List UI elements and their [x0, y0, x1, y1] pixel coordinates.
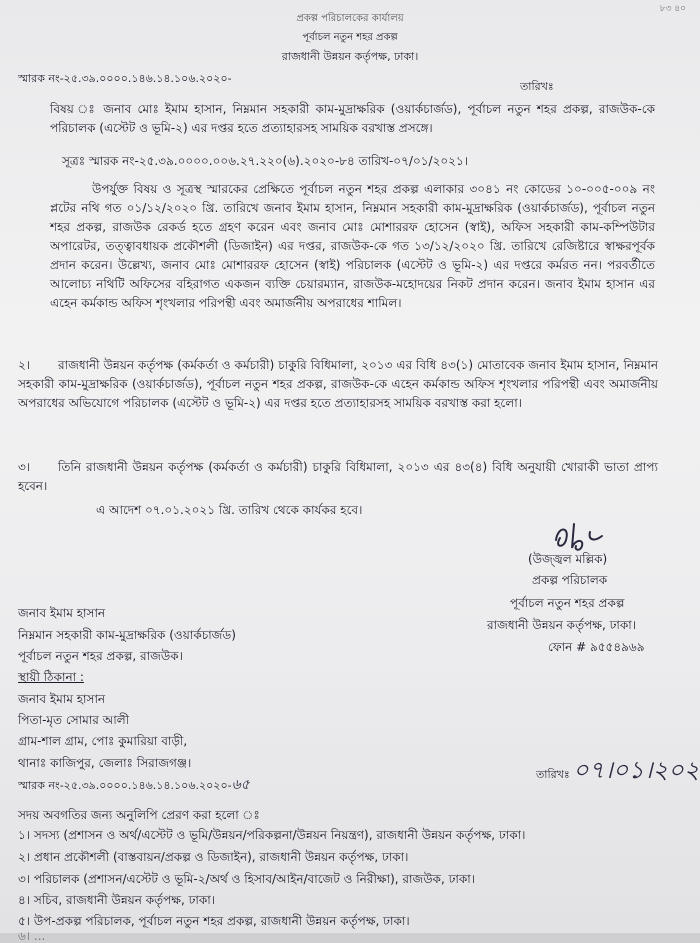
memo2-number-text: স্মারক নং-২৫.৩৯.০০০০.১৪৬.১৪.১০৬.২০২০- — [18, 779, 232, 792]
village-line: গ্রাম-শাল গ্রাম, পোঃ কুমারিয়া বাড়ী, — [18, 734, 188, 748]
copy-item: ১। সদস্য (প্রশাসন ও অর্থ/এস্টেট ও ভূমি/উন্নয়ন/পরিকল্পনা/উন্নয়ন নিয়ন্ত্রণ), রাজধানী উন্নয়ন কর্তৃপক্ষ, ঢাকা। — [18, 828, 526, 842]
memo2-date-label: তারিখঃ — [536, 768, 570, 781]
memo2-handwritten-date: ০৭।০১।২০২ — [573, 756, 700, 784]
paragraph-2-text: রাজধানী উন্নয়ন কর্তৃপক্ষ (কর্মকর্তা ও কর্মচারী) চাকুরি বিধিমালা, ২০১৩ এর বিধি ৪৩(১) মোতাবেক জনাব ইমাম হাসান, নিম্নমান সহকারী কাম-মুদ্রাক্ষরিক (ওয়ার্কচার্জড), পূর্বাচল নতুন শহর প্রকল্প, রাজউক-কে এহেন কর্মকান্ড অফিস শৃংখলার পরিপন্থী এবং অমার্জনীয় অপরাধের অভিযোগে পরিচালক (এস্টেট ও ভূমি-২) এর দপ্তর হতে প্রত্যাহারসহ সাময়িক বরখাস্ত করা হলো। — [18, 358, 658, 410]
addressee-designation: নিম্নমান সহকারী কাম-মুদ্রাক্ষরিক (ওয়ার্কচার্জড) — [18, 628, 236, 642]
memo2-handwritten-suffix: ৬৫ — [231, 777, 250, 793]
corner-mark: ৮৩ ৪০ — [659, 4, 686, 14]
copy-item: ৫। উপ-প্রকল্প পরিচালক, পূর্বাচল নতুন শহর প্রকল্প, রাজধানী উন্নয়ন কর্তৃপক্ষ, ঢাকা। — [18, 914, 410, 928]
reference-line: সূত্রঃ স্মারক নং-২৫.৩৯.০০০০.০০৬.২৭.২২০(৬).২০২০-৮৪ তারিখ-০৭/০১/২০২১। — [62, 154, 469, 168]
paragraph-2 — [18, 356, 658, 413]
signatory-title: প্রকল্প পরিচালক — [532, 573, 608, 587]
paragraph-1: উপর্যুক্ত বিষয় ও সূত্রস্থ স্মারকের প্রেক্ষিতে পূর্বাচল নতুন শহর প্রকল্প এলাকার ৩০৪১ নং কোডের ১০-০০৫-০০৯ নং প্লটের নথি গত ০১/১২/২০২০ খ্রি. তারিখে জনাব ইমাম হাসান, নিম্নমান সহকারী কাম-মুদ্রাক্ষরিক (ওয়ার্কচার্জড), পূর্বাচল নতুন শহর প্রকল্প, রাজউক রেকর্ড হতে গ্রহণ করেন এবং জনাব মোঃ মোশাররফ হোসেন (স্বাই), অফিস সহকারী কাম-কম্পিউটার অপারেটর, তত্ত্বাবধায়ক প্রকৌশলী (ডিজাইন) এর দপ্তর, রাজউক-কে গত ১৩/১২/২০২০ খ্রি. তারিখে রেজিষ্টারে স্বাক্ষরপূর্বক প্রদান করেন। উল্লেখ্য, জনাব মোঃ মোশাররফ হোসেন (স্বাই) পরিচালক (এস্টেট ও ভূমি-২) এর দপ্তরে কর্মরত নন। পরবর্তীতে আলোচ্য নথিটি অফিসের বহিরাগত একজন ব্যক্তি চেয়ারম্যান, রাজউক-মহোদয়ের নিকট প্রদান করেন। জনাব ইমাম হাসান এর এহেন কর্মকান্ড অফিস শৃংখলার পরিপন্থী এবং অমার্জনীয় অপরাধের শামিল। — [50, 182, 655, 310]
permanent-name: জনাব ইমাম হাসান — [18, 692, 106, 706]
memo2-number — [18, 778, 250, 793]
addressee-name: জনাব ইমাম হাসান — [18, 606, 106, 620]
letterhead-project: পূর্বাচল নতুন শহর প্রকল্প — [302, 32, 398, 43]
copy-intro: সদয় অবগতির জন্য অনুলিপি প্রেরণ করা হলো ঃ — [18, 808, 260, 822]
signatory-org: রাজধানী উন্নয়ন কর্তৃপক্ষ, ঢাকা। — [487, 618, 637, 632]
copy-item: ৬। ... — [18, 929, 46, 943]
father-name: পিতা-মৃত সোমার আলী — [18, 713, 130, 727]
letterhead-office: প্রকল্প পরিচালকের কার্যালয় — [296, 13, 404, 24]
copy-item: ৪। সচিব, রাজধানী উন্নয়ন কর্তৃপক্ষ, ঢাকা। — [18, 893, 216, 907]
effective-date-line: এ আদেশ ০৭.০১.২০২১ খ্রি. তারিখ থেকে কার্যকর হবে। — [96, 503, 363, 517]
memo-number: স্মারক নং-২৫.৩৯.০০০০.১৪৬.১৪.১০৬.২০২০- — [18, 72, 232, 85]
copy-item: ৩। পরিচালক (প্রশাসন/এস্টেট ও ভূমি-২/অর্থ ও হিসাব/আইন/বাজেট ও নিরীক্ষা), রাজউক, ঢাকা। — [18, 872, 476, 886]
signatory-name: (উজ্জ্বল মল্লিক) — [528, 552, 608, 566]
memo-date-label: তারিখঃ — [520, 80, 554, 93]
paragraph-3 — [18, 458, 658, 496]
permanent-address-label: স্থায়ী ঠিকানা : — [18, 670, 84, 684]
signatory-phone: ফোন # ৯৫৫৪৯৬৯ — [548, 640, 645, 654]
copy-item: ২। প্রধান প্রকৌশলী (বাস্তবায়ন/প্রকল্প ও ডিজাইন), রাজধানী উন্নয়ন কর্তৃপক্ষ, ঢাকা। — [18, 850, 409, 864]
letterhead-org: রাজধানী উন্নয়ন কর্তৃপক্ষ, ঢাকা। — [281, 50, 419, 63]
addressee-office: পূর্বাচল নতুন শহর প্রকল্প, রাজউক। — [18, 649, 183, 663]
paragraph-3-number: ৩। — [18, 460, 31, 474]
thana-line: থানাঃ কাজিপুর, জেলাঃ সিরাজগঞ্জ। — [18, 756, 192, 770]
paragraph-2-number: ২। — [18, 358, 31, 372]
subject-line: বিষয় ঃ জনাব মোঃ ইমাম হাসান, নিম্নমান সহকারী কাম-মুদ্রাক্ষরিক (ওয়ার্কচার্জড), পূর্বাচল নতুন শহর প্রকল্প, রাজউক-কে পরিচালক (এস্টেট ও ভূমি-২) এর দপ্তর হতে প্রত্যাহারসহ সাময়িক বরখাস্ত প্রসঙ্গে। — [50, 102, 655, 135]
paragraph-3-text: তিনি রাজধানী উন্নয়ন কর্তৃপক্ষ (কর্মকর্তা ও কর্মচারী) চাকুরি বিধিমালা, ২০১৩ এর ৪৩(৪) বিধি অনুযায়ী খোরাকী ভাতা প্রাপ্য হবেন। — [18, 460, 658, 493]
signatory-project: পূর্বাচল নতুন শহর প্রকল্প — [510, 596, 625, 610]
